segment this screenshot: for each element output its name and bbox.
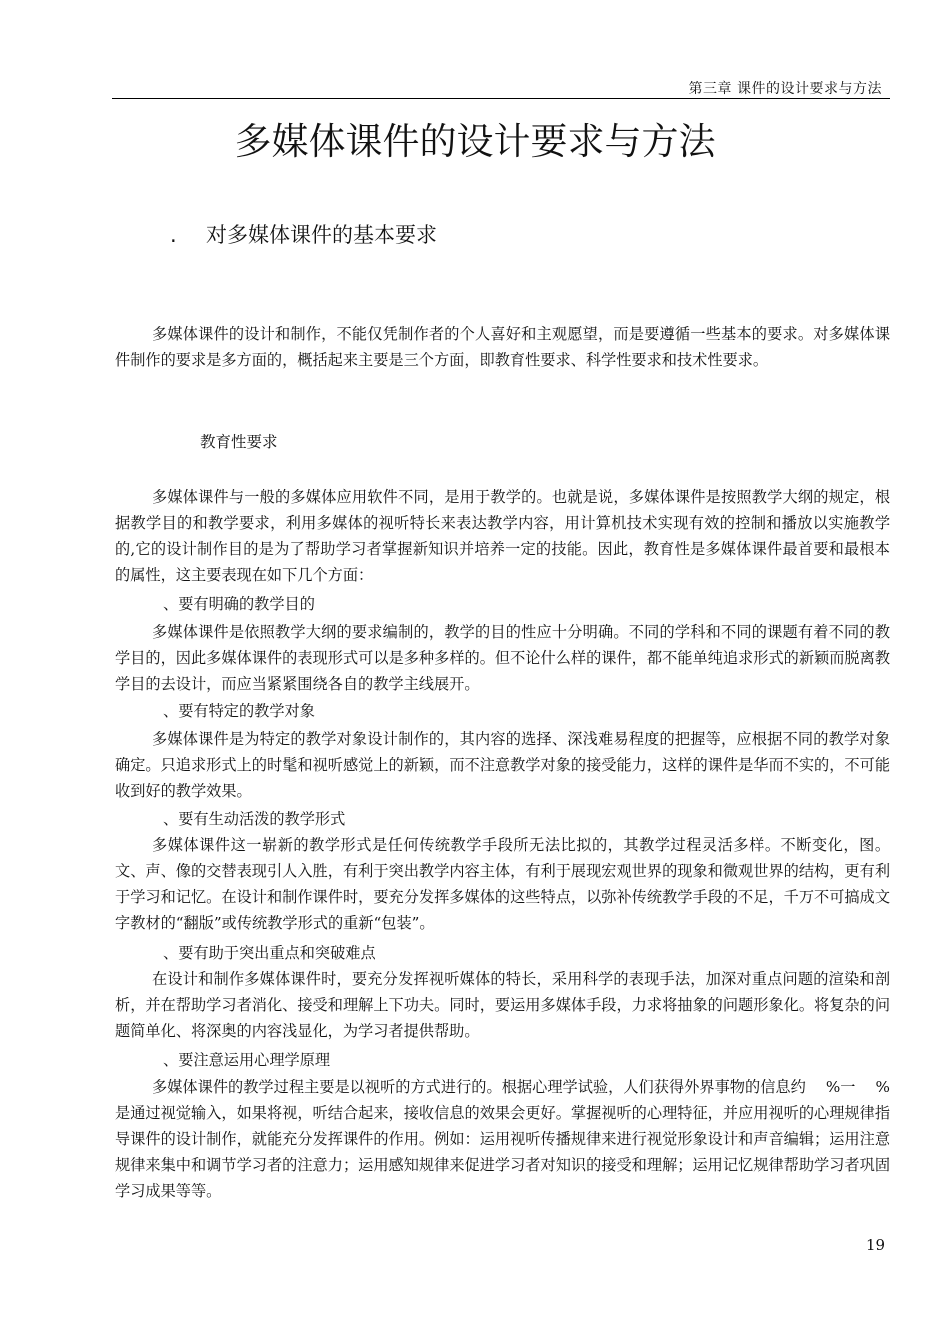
point-title: 、要有助于突出重点和突破难点	[163, 944, 376, 962]
subsection-paragraph: 多媒体课件与一般的多媒体应用软件不同，是用于教学的。也就是说，多媒体课件是按照教学大纲的规定，根据教学目的和教学要求，利用多媒体的视听特长来表达教学内容，用计算机技术实现有效的控制和播放以实施教学的,它的设计制作目的是为了帮助学习者掌握新知识并培养一定的技能。因此，教育性是多媒体课件最首要和最根本的属性，这主要表现在如下几个方面：	[115, 488, 890, 584]
point-paragraph: 多媒体课件这一崭新的教学形式是任何传统教学手段所无法比拟的，其教学过程灵活多样。不断变化，图。文、声、像的交替表现引人入胜，有利于突出教学内容主体，有利于展现宏观世界的现象和微观世界的结构，更有利于学习和记忆。在设计和制作课件时，要充分发挥多媒体的这些特点，以弥补传统教学手段的不足，千万不可搞成文字教材的“翻版”或传统教学形式的重新“包装”。	[115, 836, 890, 932]
point-title: 、要有特定的教学对象	[163, 702, 315, 720]
point-paragraph: 在设计和制作多媒体课件时，要充分发挥视听媒体的特长，采用科学的表现手法，加深对重点问题的渲染和剖析，并在帮助学习者消化、接受和理解上下功夫。同时，要运用多媒体手段，力求将抽象的问题形象化。将复杂的问题简单化、将深奥的内容浅显化，为学习者提供帮助。	[115, 970, 890, 1040]
running-head-text: 第三章 课件的设计要求与方法	[688, 81, 882, 97]
intro-paragraph: 多媒体课件的设计和制作，不能仅凭制作者的个人喜好和主观愿望，而是要遵循一些基本的要求。对多媒体课件制作的要求是多方面的，概括起来主要是三个方面，即教育性要求、科学性要求和技术性要求。	[115, 325, 890, 369]
point-paragraph: 多媒体课件的教学过程主要是以视听的方式进行的。根据心理学试验，人们获得外界事物的信息约 %一 %是通过视觉输入，如果将视，听结合起来，接收信息的效果会更好。掌握视听的心理特征，并应用视听的心理规律指导课件的设计制作，就能充分发挥课件的作用。例如：运用视听传播规律来进行视觉形象设计和声音编辑；运用注意规律来集中和调节学习者的注意力；运用感知规律来促进学习者对知识的接受和理解；运用记忆规律帮助学习者巩固学习成果等等。	[115, 1078, 890, 1200]
page-number: 19	[866, 1236, 886, 1254]
section-number: .	[170, 223, 177, 247]
page-title: 多媒体课件的设计要求与方法	[234, 120, 716, 163]
section-heading	[170, 218, 437, 252]
point-paragraph: 多媒体课件是为特定的教学对象设计制作的，其内容的选择、深浅难易程度的把握等，应根据不同的教学对象确定。只追求形式上的时髦和视听感觉上的新颖，而不注意教学对象的接受能力，这样的课件是华而不实的，不可能收到好的教学效果。	[115, 730, 890, 800]
point-title: 、要有生动活泼的教学形式	[163, 810, 346, 828]
point-title: 、要注意运用心理学原理	[163, 1051, 331, 1069]
subsection-heading: 教育性要求	[200, 433, 278, 451]
point-title: 、要有明确的教学目的	[163, 595, 315, 613]
point-paragraph: 多媒体课件是依照教学大纲的要求编制的，教学的目的性应十分明确。不同的学科和不同的课题有着不同的教学目的，因此多媒体课件的表现形式可以是多种多样的。但不论什么样的课件，都不能单纯追求形式的新颖而脱离教学目的去设计，而应当紧紧围绕各自的教学主线展开。	[115, 623, 890, 693]
running-head	[112, 80, 890, 99]
section-heading-text: 对多媒体课件的基本要求	[206, 223, 437, 247]
